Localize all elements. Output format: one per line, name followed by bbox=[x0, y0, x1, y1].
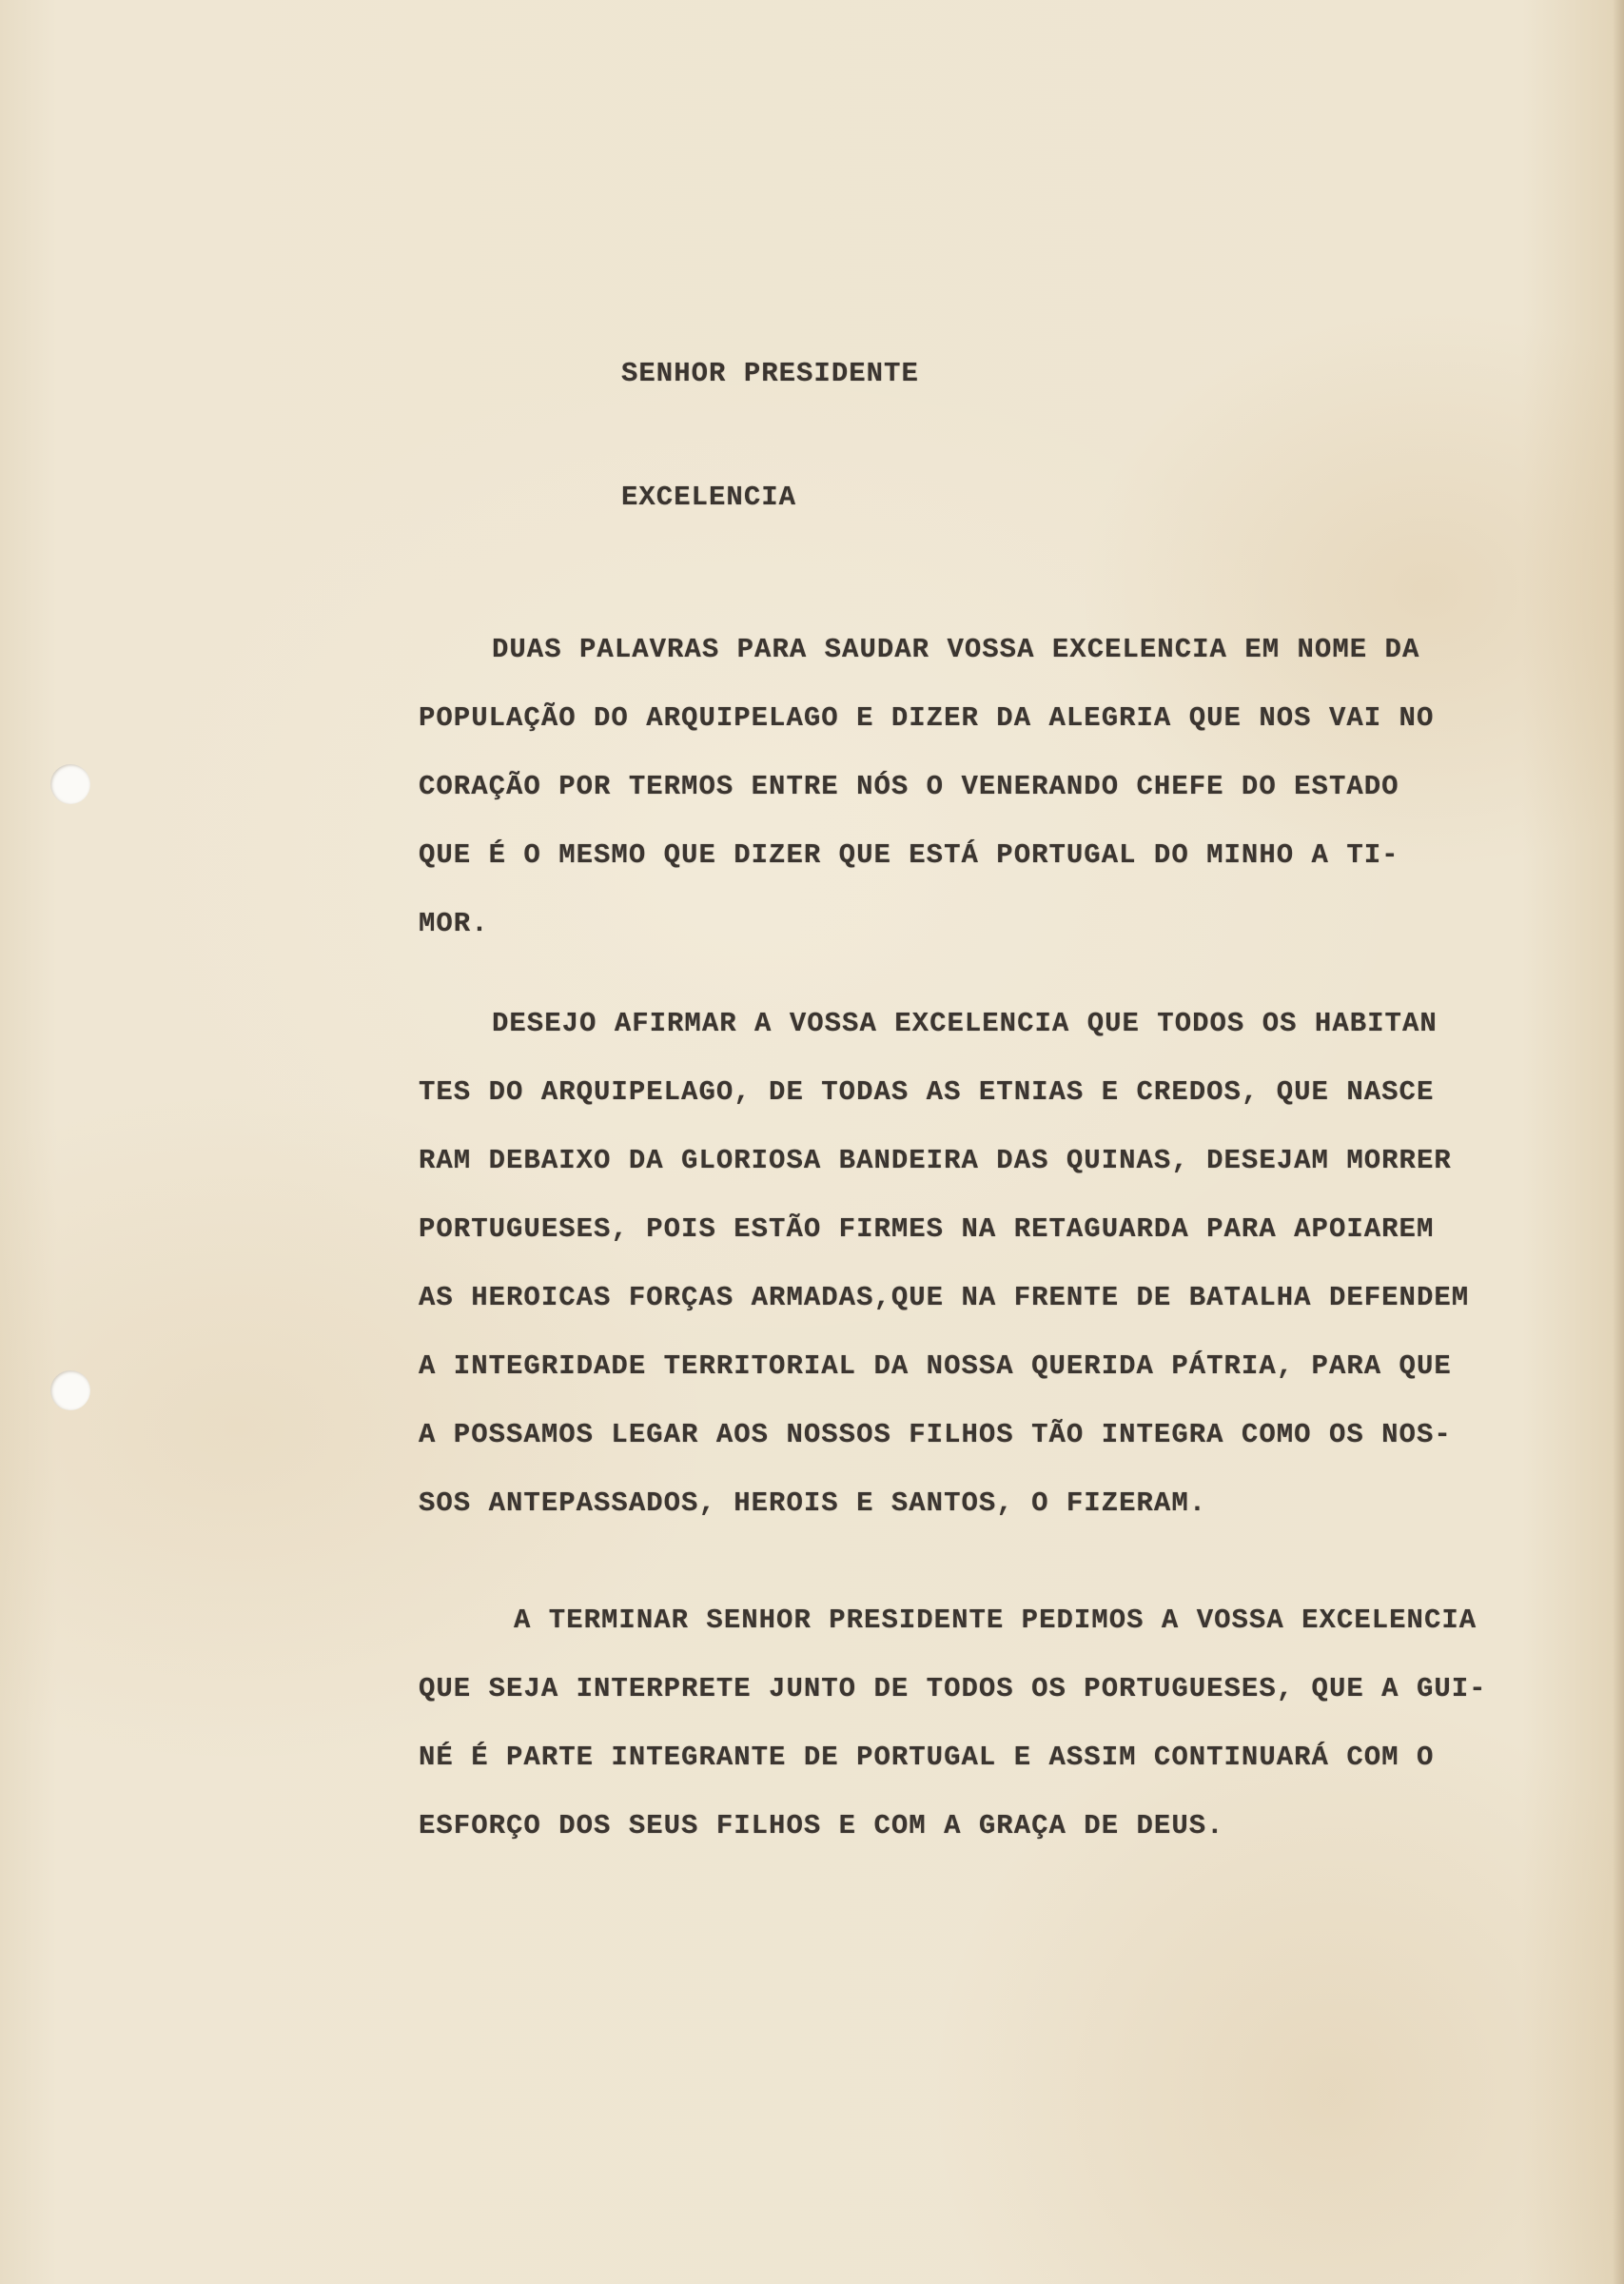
text-line: DESEJO AFIRMAR A VOSSA EXCELENCIA QUE TODOS OS HABITAN bbox=[492, 1008, 1438, 1039]
salutation-excelencia: EXCELENCIA bbox=[621, 482, 797, 513]
paragraph-closing bbox=[419, 1586, 1551, 1861]
text-line: A INTEGRIDADE TERRITORIAL DA NOSSA QUERIDA PÁTRIA, PARA QUE bbox=[419, 1350, 1452, 1382]
text-line: QUE SEJA INTERPRETE JUNTO DE TODOS OS PORTUGUESES, QUE A GUI- bbox=[419, 1673, 1487, 1704]
paragraph-greeting bbox=[419, 616, 1551, 958]
salutation-senhor-presidente: SENHOR PRESIDENTE bbox=[621, 358, 919, 389]
text-line: A POSSAMOS LEGAR AOS NOSSOS FILHOS TÃO INTEGRA COMO OS NOS- bbox=[419, 1419, 1452, 1450]
text-line: NÉ É PARTE INTEGRANTE DE PORTUGAL E ASSIM CONTINUARÁ COM O bbox=[419, 1742, 1435, 1773]
text-line: DUAS PALAVRAS PARA SAUDAR VOSSA EXCELENCIA EM NOME DA bbox=[492, 634, 1420, 665]
text-line: RAM DEBAIXO DA GLORIOSA BANDEIRA DAS QUINAS, DESEJAM MORRER bbox=[419, 1145, 1452, 1176]
text-line: QUE É O MESMO QUE DIZER QUE ESTÁ PORTUGAL DO MINHO A TI- bbox=[419, 839, 1399, 871]
text-line: MOR. bbox=[419, 908, 489, 939]
text-line: A TERMINAR SENHOR PRESIDENTE PEDIMOS A VOSSA EXCELENCIA bbox=[514, 1605, 1477, 1636]
text-line: CORAÇÃO POR TERMOS ENTRE NÓS O VENERANDO CHEFE DO ESTADO bbox=[419, 771, 1399, 802]
punch-hole-top bbox=[50, 764, 90, 804]
text-line: ESFORÇO DOS SEUS FILHOS E COM A GRAÇA DE DEUS. bbox=[419, 1810, 1224, 1841]
punch-hole-bottom bbox=[50, 1370, 90, 1410]
text-line: AS HEROICAS FORÇAS ARMADAS,QUE NA FRENTE DE BATALHA DEFENDEM bbox=[419, 1282, 1470, 1313]
text-line: TES DO ARQUIPELAGO, DE TODAS AS ETNIAS E CREDOS, QUE NASCE bbox=[419, 1076, 1435, 1108]
text-line: SOS ANTEPASSADOS, HEROIS E SANTOS, O FIZERAM. bbox=[419, 1487, 1207, 1519]
paragraph-affirmation bbox=[419, 990, 1551, 1538]
text-line: PORTUGUESES, POIS ESTÃO FIRMES NA RETAGUARDA PARA APOIAREM bbox=[419, 1213, 1435, 1245]
text-line: POPULAÇÃO DO ARQUIPELAGO E DIZER DA ALEGRIA QUE NOS VAI NO bbox=[419, 702, 1435, 734]
page-edge-shadow bbox=[1613, 0, 1624, 2284]
